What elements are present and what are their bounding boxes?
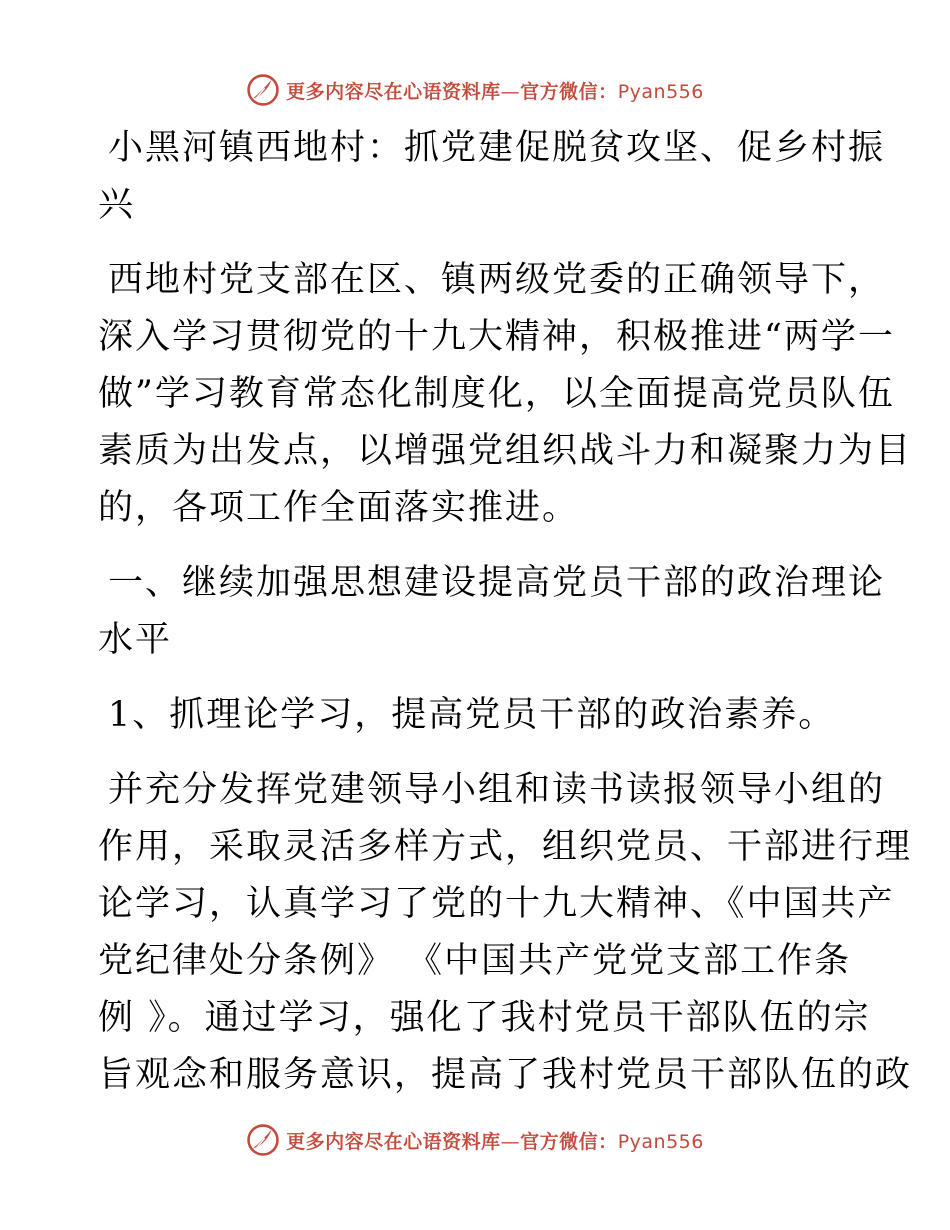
text-line: 例 》。通过学习，强化了我村党员干部队伍的宗: [98, 998, 871, 1038]
body-paragraph: [98, 762, 913, 1104]
text-line: 论学习，认真学习了党的十九大精神、《中国共产: [98, 884, 895, 924]
heading-line: 水平: [98, 620, 173, 660]
heading-line: 一、继续加强思想建设提高党员干部的政治理论: [108, 563, 886, 603]
text-line: 的，各项工作全面落实推进。: [98, 488, 580, 528]
header-separator: —: [500, 80, 521, 103]
intro-paragraph: [98, 252, 913, 537]
text-line: 做”学习教育常态化制度化，以全面提高党员队伍: [98, 374, 895, 414]
footer-official: 官方微信：: [520, 1130, 618, 1153]
item-line: 1、抓理论学习，提高党员干部的政治素养。: [108, 695, 836, 735]
quill-logo-icon: [246, 1123, 280, 1157]
quill-logo-icon: [246, 73, 280, 107]
header-official: 官方微信：: [520, 80, 618, 103]
doc-title: [98, 120, 886, 234]
header-brand: 更多内容尽在心语资料库: [286, 80, 501, 103]
header-banner-text: [286, 77, 704, 104]
text-line: 党纪律处分条例》 《中国共产党党支部工作条: [98, 941, 852, 981]
text-line: 西地村党支部在区、镇两级党委的正确领导下，: [108, 260, 886, 300]
header-wechat-id: Pyan556: [617, 80, 704, 103]
text-line: 深入学习贯彻党的十九大精神，积极推进“两学一: [98, 317, 895, 357]
text-line: 旨观念和服务意识，提高了我村党员干部队伍的政: [98, 1055, 913, 1095]
footer-brand: 更多内容尽在心语资料库: [286, 1130, 501, 1153]
text-line: 并充分发挥党建领导小组和读书读报领导小组的: [108, 770, 886, 810]
footer-banner-text: [286, 1127, 704, 1154]
title-line: 小黑河镇西地村：抓党建促脱贫攻坚、促乡村振: [108, 128, 886, 168]
title-line: 兴: [98, 185, 136, 225]
text-line: 素质为出发点，以增强党组织战斗力和凝聚力为目: [98, 431, 913, 471]
footer-wechat-id: Pyan556: [617, 1130, 704, 1153]
header-banner: [0, 70, 950, 110]
footer-separator: —: [500, 1130, 521, 1153]
text-line: 作用，采取灵活多样方式，组织党员、干部进行理: [98, 827, 913, 867]
section-heading: [98, 555, 886, 669]
item-heading: [98, 687, 858, 744]
document-body: [98, 120, 913, 1122]
footer-banner: [0, 1120, 950, 1160]
